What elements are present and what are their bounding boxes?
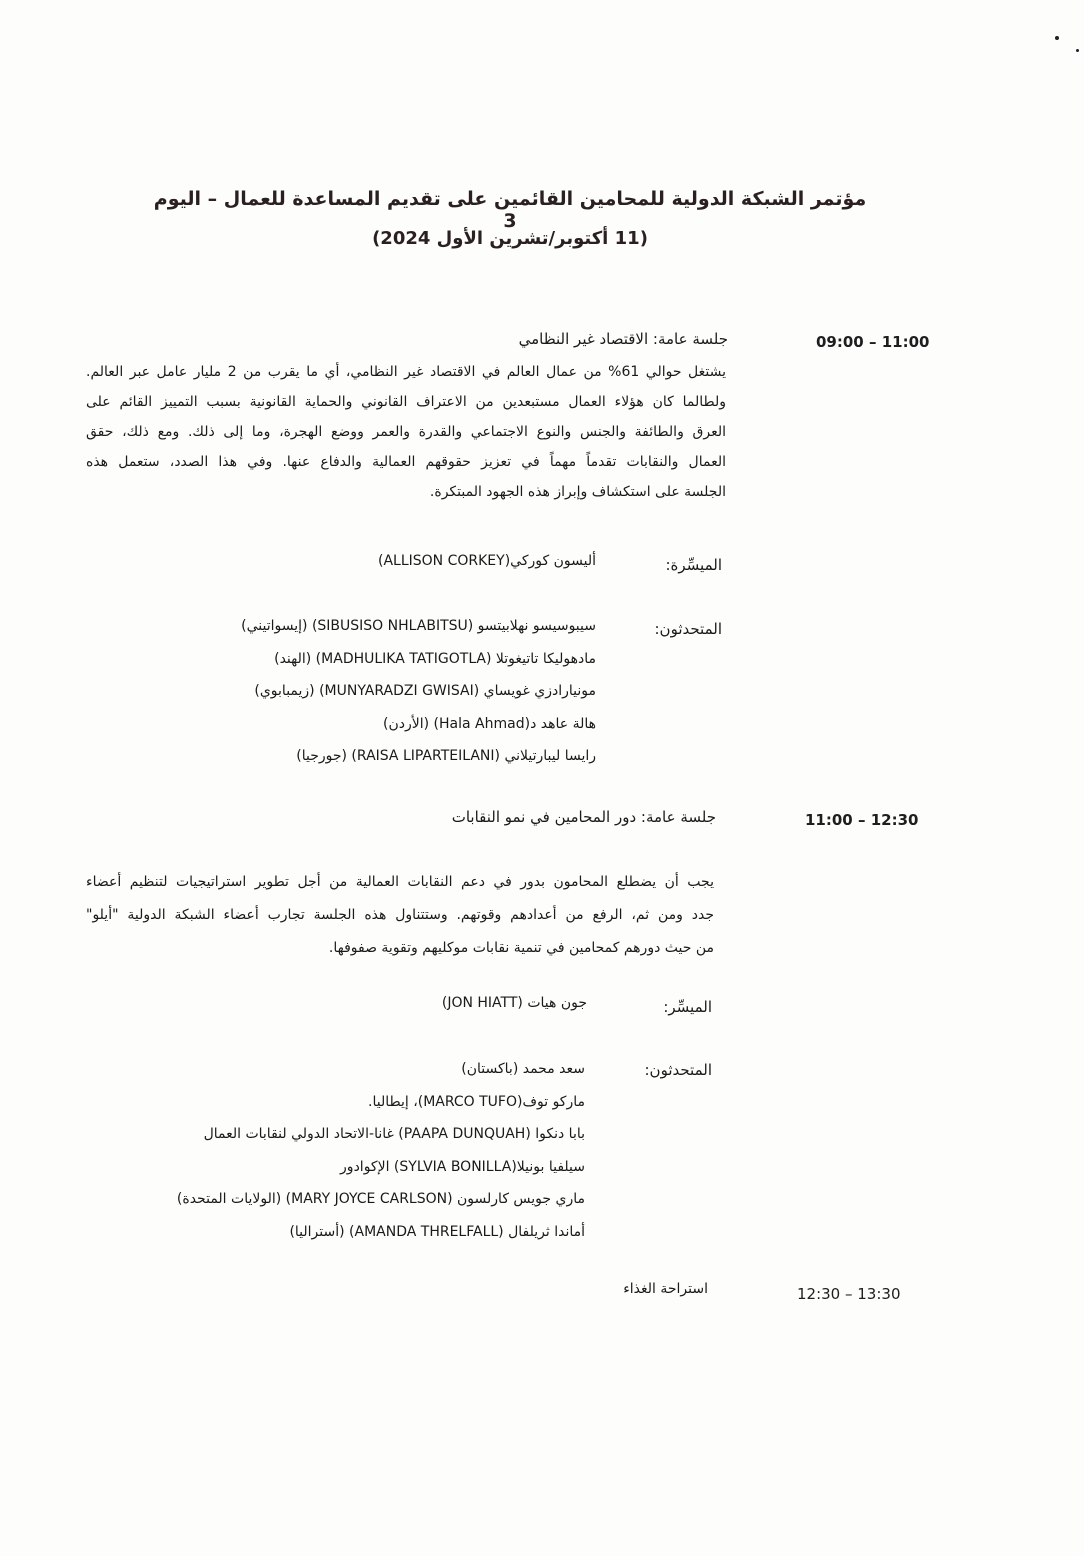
break-time: 12:30 – 13:30 xyxy=(797,1285,901,1303)
session-heading: جلسة عامة: الاقتصاد غير النظامي xyxy=(518,330,728,348)
speaker-item: مونيارادزي غويساي (MUNYARADZI GWISAI) (زيمبابوي) xyxy=(254,683,596,699)
paragraph-line: الجلسة على استكشاف وإبراز هذه الجهود المبتكرة. xyxy=(429,484,726,500)
speakers-list xyxy=(241,610,596,773)
speakers-label: المتحدثون: xyxy=(644,1061,712,1079)
speaker-item: بابا دنكوا (PAAPA DUNQUAH) غانا-الاتحاد الدولي لنقابات العمال xyxy=(203,1126,585,1142)
scan-speck xyxy=(1055,36,1059,40)
speaker-item: هالة عاهد د(Hala Ahmad) (الأردن) xyxy=(383,715,596,732)
speakers-label: المتحدثون: xyxy=(654,620,722,638)
session-heading: جلسة عامة: دور المحامين في نمو النقابات xyxy=(451,808,716,826)
page-date: (11 أكتوبر/تشرين الأول 2024) xyxy=(372,228,648,249)
session-description xyxy=(86,866,714,965)
paragraph-line: العرق والطائفة والجنس والنوع الاجتماعي والقدرة والعمر ووضع الهجرة، وما إلى ذلك. ومع ذلك، حقق xyxy=(86,424,726,440)
break-label: استراحة الغذاء xyxy=(623,1281,708,1297)
speakers-list xyxy=(177,1053,585,1248)
scan-speck xyxy=(1076,49,1079,52)
paragraph-line: يشتغل حوالي 61% من عمال العالم في الاقتصاد غير النظامي، أي ما يقرب من 2 مليار عامل عبر العالم. xyxy=(86,364,726,380)
session-time: 11:00 – 12:30 xyxy=(805,811,919,829)
moderator-name: جون هيات (JON HIATT) xyxy=(441,995,587,1011)
speaker-item: ماري جويس كارلسون (MARY JOYCE CARLSON) (الولايات المتحدة) xyxy=(176,1191,585,1207)
session-description xyxy=(86,357,726,507)
speaker-item: رايسا ليبارتيلاني (RAISA LIPARTEILANI) (جورجيا) xyxy=(296,748,596,764)
speaker-item: أماندا ثريلفال (AMANDA THRELFALL) (أستراليا) xyxy=(289,1223,585,1240)
paragraph-line: من حيث دورهم كمحامين في تنمية نقابات موكليهم وتقوية صفوفها. xyxy=(328,940,714,956)
page-title: مؤتمر الشبكة الدولية للمحامين القائمين على تقديم المساعدة للعمال – اليوم 3 xyxy=(153,188,867,232)
paragraph-line: جدد ومن ثم، الرفع من أعدادهم وقوتهم. وستتناول هذه الجلسة تجارب أعضاء الشبكة الدولية "أيلو" xyxy=(86,907,714,923)
session-time: 09:00 – 11:00 xyxy=(816,333,930,351)
speaker-item: مادهوليكا تاتيغوتلا (MADHULIKA TATIGOTLA) (الهند) xyxy=(274,650,596,667)
moderator-label: الميسِّرة: xyxy=(665,556,722,574)
paragraph-line: العمال والنقابات تقدماً مهماً في تعزيز حقوقهم العمالية والدفاع عنها. وفي هذا الصدد، ستعمل هذه xyxy=(86,454,726,470)
speaker-item: سيلفيا بونيلا(SYLVIA BONILLA) الإكوادور xyxy=(340,1158,585,1175)
moderator-name: أليسون كوركي(ALLISON CORKEY) xyxy=(377,553,596,569)
speaker-item: ماركو توف(MARCO TUFO)، إيطاليا. xyxy=(368,1093,585,1110)
paragraph-line: يجب أن يضطلع المحامون بدور في دعم النقابات العمالية من أجل تطوير استراتيجيات لتنظيم أعضاء xyxy=(86,874,714,890)
speaker-item: سعد محمد (باكستان) xyxy=(461,1061,585,1077)
paragraph-line: ولطالما كان هؤلاء العمال مستبعدين من الاعتراف القانوني والحماية القانونية بسبب التمييز القائم على xyxy=(86,394,726,410)
moderator-label: الميسِّر: xyxy=(663,998,712,1016)
speaker-item: سيبوسيسو نهلابيتسو (SIBUSISO NHLABITSU) (إيسواتيني) xyxy=(241,618,596,634)
